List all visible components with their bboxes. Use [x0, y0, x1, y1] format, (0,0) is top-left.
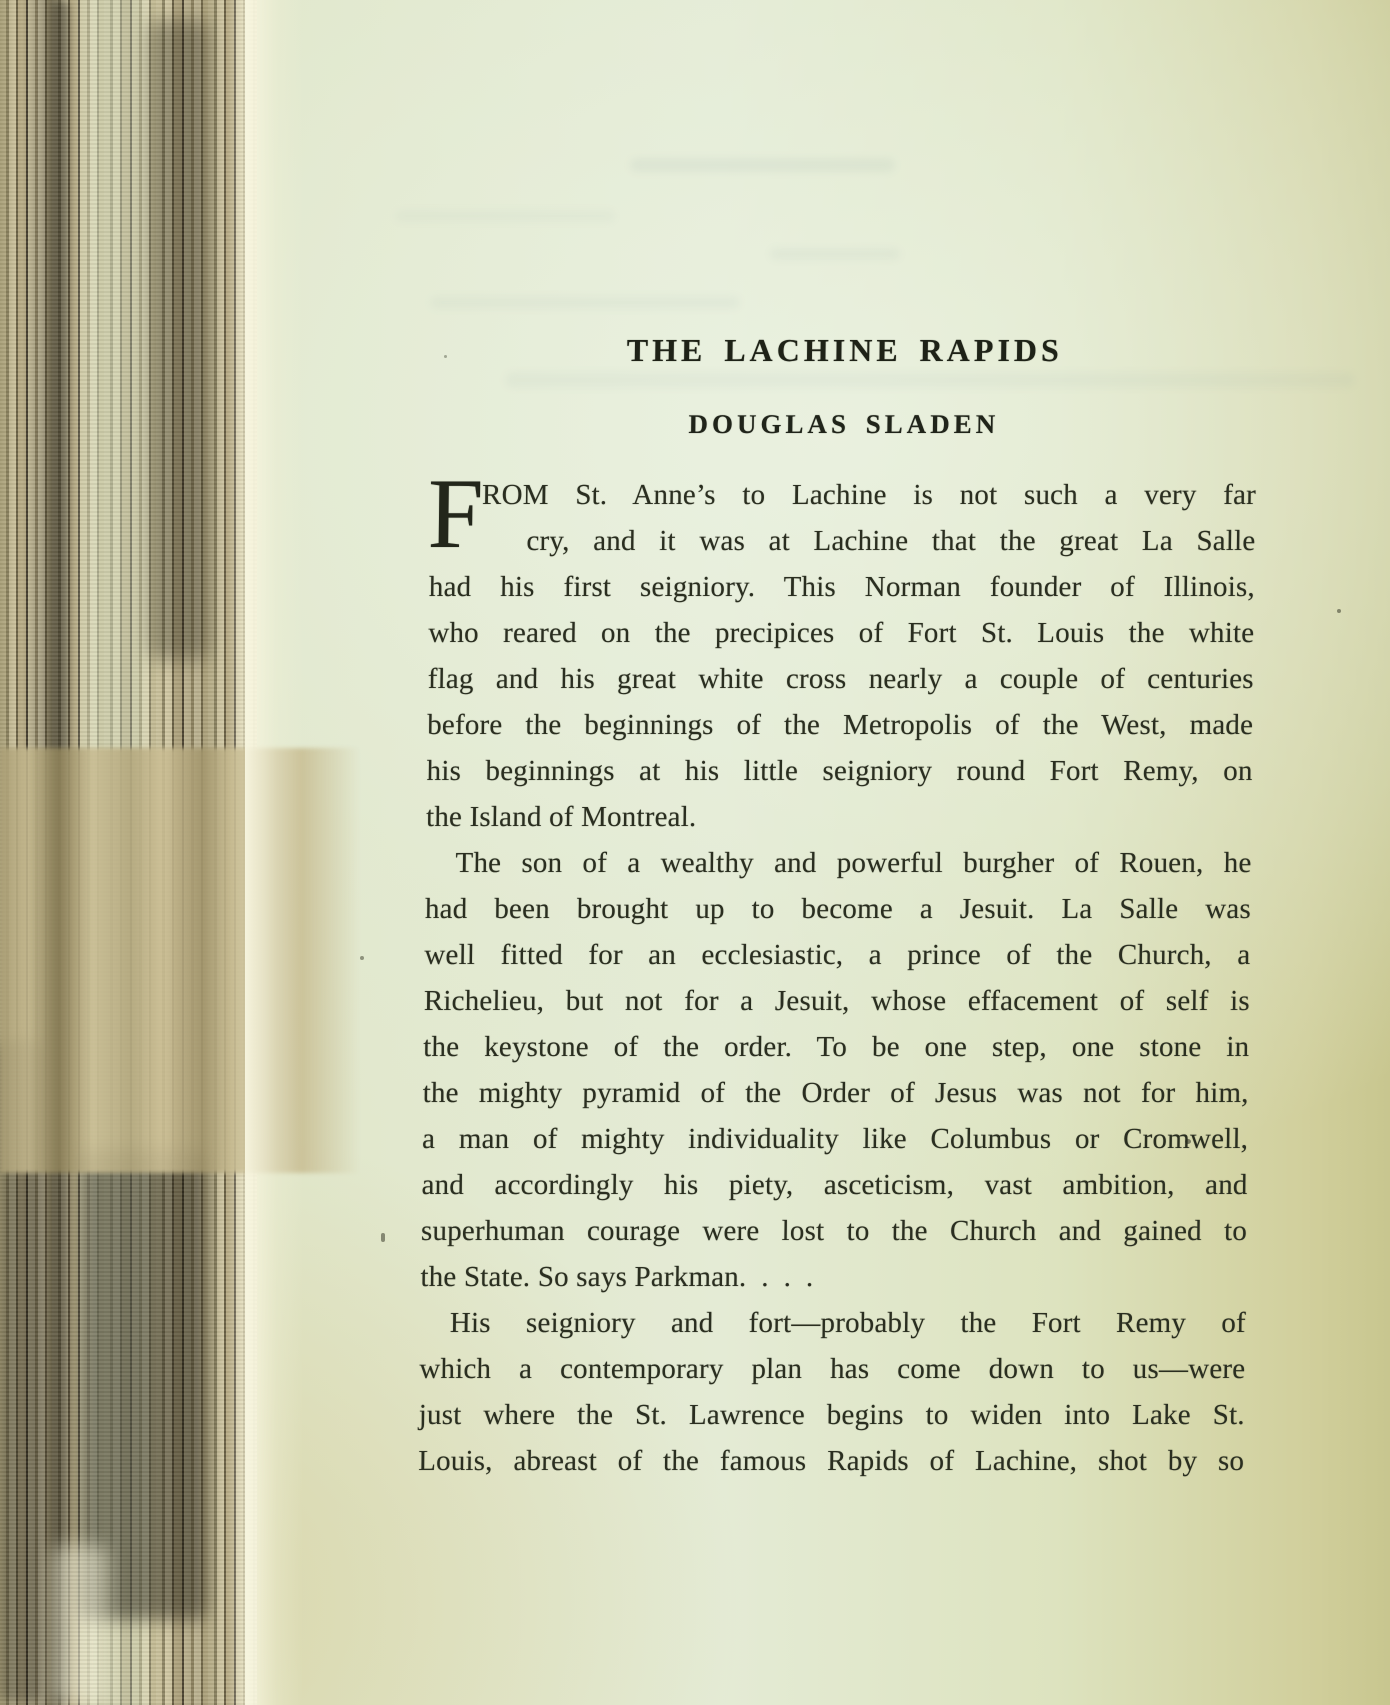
text-line: Richelieu, but not for a Jesuit, whose effacement of self is — [423, 985, 1251, 1017]
text-line: flag and his great white cross nearly a couple of centuries — [427, 663, 1254, 695]
page-edge-shadow — [148, 20, 210, 660]
page-author: DOUGLAS SLADEN — [688, 409, 1000, 439]
text-line: the keystone of the order. To be one step, one stone in — [423, 1031, 1250, 1063]
text-line: had been brought up to become a Jesuit. La Salle was — [424, 893, 1252, 925]
drop-cap-letter: F — [427, 458, 485, 569]
text-line: the State. So says Parkman. . . . — [420, 1261, 814, 1293]
text-line: ROM St. Anne’s to Lachine is not such a very far — [481, 479, 1257, 511]
text-line: The son of a wealthy and powerful burgher of Rouen, he — [455, 847, 1252, 879]
text-line: just where the St. Lawrence begins to widen into Lake St. — [418, 1399, 1245, 1431]
text-line: superhuman courage were lost to the Church and gained to — [420, 1215, 1248, 1247]
paragraph — [418, 1300, 1246, 1484]
page-edge-highlight-patch — [52, 1545, 108, 1705]
ink-speck — [1337, 609, 1341, 613]
typeset-text-block — [418, 332, 1258, 1484]
ink-speck — [360, 956, 364, 960]
page-edge-shadow — [78, 1150, 208, 1620]
bleed-through-text — [430, 296, 740, 309]
text-line: a man of mighty individuality like Columbus or Cromwell, — [421, 1123, 1249, 1155]
ink-speck — [381, 1233, 385, 1242]
page-title: THE LACHINE RAPIDS — [626, 332, 1064, 368]
text-line: which a contemporary plan has come down to us—were — [419, 1353, 1246, 1385]
text-line: who reared on the precipices of Fort St. Louis the white — [428, 617, 1255, 649]
paragraph — [420, 840, 1252, 1300]
scan-blur-band — [0, 748, 360, 1173]
bleed-through-text — [395, 210, 615, 222]
text-line: His seigniory and fort—probably the Fort Remy of — [449, 1307, 1247, 1339]
bleed-through-text — [770, 248, 900, 260]
text-line: cry, and it was at Lachine that the great La Salle — [526, 525, 1256, 557]
text-line: Louis, abreast of the famous Rapids of Lachine, shot by so — [418, 1445, 1245, 1477]
text-line: before the beginnings of the Metropolis of the West, made — [427, 709, 1254, 741]
bleed-through-text — [630, 158, 895, 172]
page-edge-highlight — [245, 0, 303, 1705]
text-line: the mighty pyramid of the Order of Jesus was not for him, — [422, 1077, 1249, 1109]
text-line: had his first seigniory. This Norman founder of Illinois, — [428, 571, 1256, 603]
text-line: the Island of Montreal. — [425, 801, 697, 833]
text-line: well fitted for an ecclesiastic, a prince of the Church, a — [424, 939, 1251, 971]
text-line: his beginnings at his little seigniory round Fort Remy, on — [426, 755, 1253, 787]
text-line: and accordingly his piety, asceticism, vast ambition, and — [421, 1169, 1248, 1201]
page-body — [418, 458, 1257, 1484]
paragraph — [425, 458, 1257, 840]
